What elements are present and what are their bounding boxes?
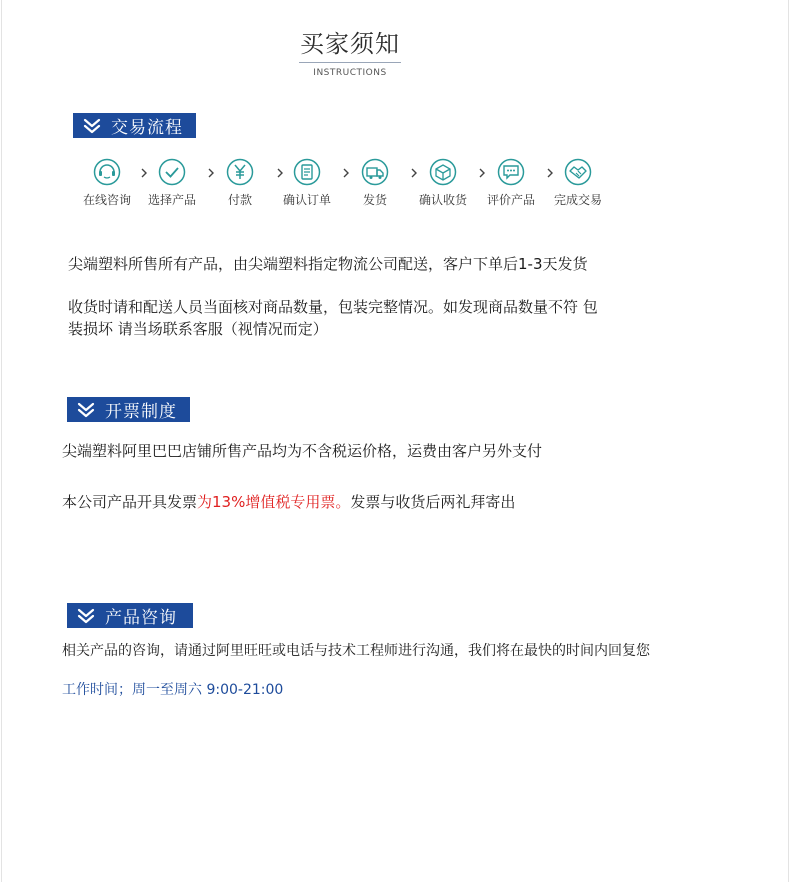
flow-step-review [476,158,546,208]
trade-paragraph-2-line-1: 收货时请和配送人员当面核对商品数量，包装完整情况。如发现商品数量不符 包 [68,298,598,316]
business-hours: 工作时间；周一至周六 9:00-21:00 [62,682,284,698]
yuan-icon [226,158,254,186]
flow-step-label: 完成交易 [553,193,602,207]
section-title-invoice: 开票制度 [105,402,177,422]
trade-paragraph-1: 尖端塑料所售所有产品，由尖端塑料指定物流公司配送，客户下单后1-3天发货 [68,255,588,273]
title-text: 买家须知 [300,30,400,58]
flow-step-pay [205,158,275,208]
package-icon [429,158,457,186]
trade-flow [72,158,632,208]
invoice-text-post: 发票与收货后两礼拜寄出 [350,493,516,511]
page-title [295,28,405,78]
flow-step-select [137,158,207,208]
right-border [788,0,789,882]
flow-step-label: 发货 [362,193,387,207]
flow-step-complete [543,158,613,208]
flow-step-confirm-receipt [408,158,478,208]
invoice-paragraph-2 [62,489,515,515]
flow-step-label: 选择产品 [147,193,196,207]
handshake-icon [564,158,592,186]
flow-step-label: 付款 [227,193,252,207]
section-title-consult: 产品咨询 [105,608,177,628]
flow-step-confirm-order [272,158,342,208]
section-header-invoice [67,397,190,422]
flow-step-label: 确认订单 [282,193,331,207]
invoice-highlight: 为13%增值税专用票。 [197,493,351,511]
invoice-paragraph-1: 尖端塑料阿里巴巴店铺所售产品均为不含税运价格，运费由客户另外支付 [62,442,543,460]
title-divider [299,62,401,63]
flow-step-consult [72,158,142,208]
headset-icon [93,158,121,186]
invoice-text-pre: 本公司产品开具发票 [62,493,198,511]
section-title-trade: 交易流程 [111,118,183,138]
double-chevron-down-icon [75,608,97,624]
trade-paragraph-2-line-2: 装损坏 请当场联系客服（视情况而定） [68,320,328,338]
consult-paragraph: 相关产品的咨询，请通过阿里旺旺或电话与技术工程师进行沟通，我们将在最快的时间内回复您 [62,643,650,659]
title-subtitle: INSTRUCTIONS [313,68,387,78]
double-chevron-down-icon [81,118,103,134]
truck-icon [361,158,389,186]
flow-step-label: 在线咨询 [82,193,131,207]
flow-step-label: 评价产品 [486,193,535,207]
section-header-trade [73,113,196,138]
flow-step-ship [340,158,410,208]
double-chevron-down-icon [75,402,97,418]
flow-step-label: 确认收货 [418,193,467,207]
section-header-consult [67,603,193,628]
chat-icon [497,158,525,186]
checkmark-icon [158,158,186,186]
left-border [1,0,2,882]
clipboard-icon [293,158,321,186]
